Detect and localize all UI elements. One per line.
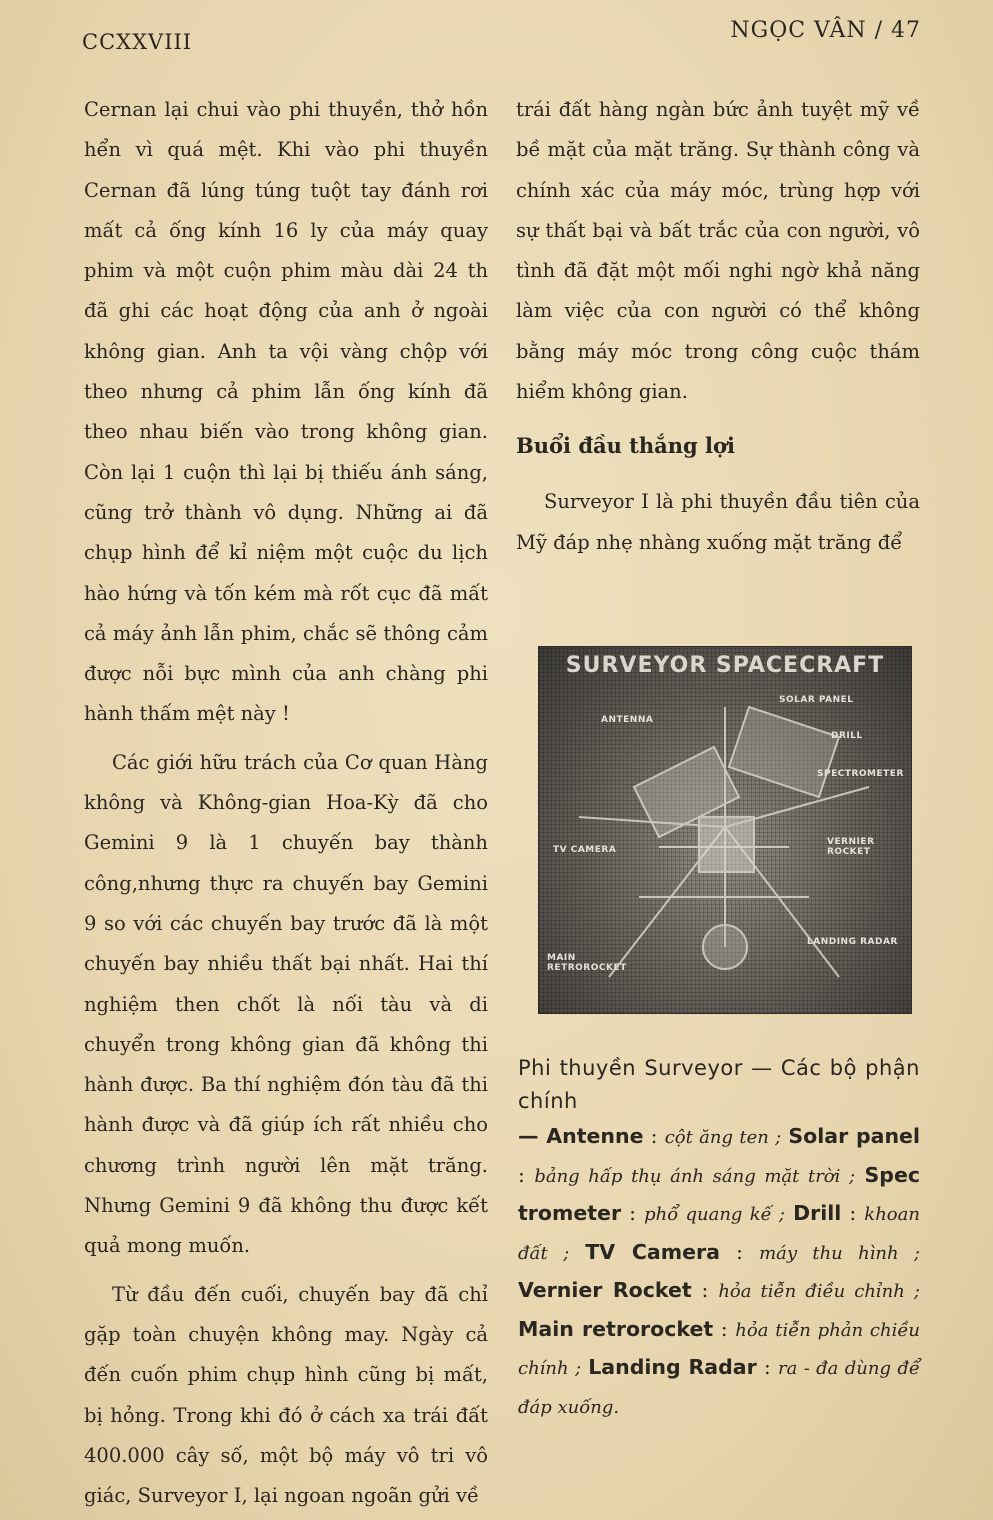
caption-term: Landing Radar (588, 1355, 757, 1379)
caption-definition: hỏa tiễn phản chiều chính ; (518, 1319, 920, 1379)
paragraph: trái đất hàng ngàn bức ảnh tuyệt mỹ về bề mặt của mặt trăng. Sự thành công và chính xác của máy móc, trùng hợp với sự thất bại và bất trắc của con người, vô tình đã đặt một mối nghi ngờ khả năng làm việc của con người có thể không bằng máy móc trong công cuộc thám hiểm không gian. (516, 98, 920, 404)
left-column (84, 90, 488, 1516)
figure-label-spectrometer: SPECTROMETER (817, 769, 904, 779)
caption-definition: cột ăng ten ; (664, 1127, 782, 1148)
paragraph: Cernan lại chui vào phi thuyền, thở hồn hển vì quá mệt. Khi vào phi thuyền Cernan đã lúng túng tuột tay đánh rơi mất cả ống kính 16 ly của máy quay phim và một cuộn phim màu dài 24 th đã ghi các hoạt động của anh ở ngoài không gian. Anh ta vội vàng chộp với theo nhưng cả phim lẫn ống kính đã theo nhau biến vào trong không gian. Còn lại 1 cuộn thì lại bị thiếu ánh sáng, cũng trở thành vô dụng. Những ai đã chụp hình để kỉ niệm một cuộc du lịch hào hứng và tốn kém mà rốt cục đã mất cả máy ảnh lẫn phim, chắc sẽ thông cảm được nỗi bực mình của anh chàng phi hành thấm mệt này ! (84, 98, 488, 726)
figure-label-drill: DRILL (831, 731, 863, 741)
surveyor-spacecraft-photo (538, 646, 912, 1014)
paragraph: Từ đầu đến cuối, chuyến bay đã chỉ gặp toàn chuyện không may. Ngày cả đến cuốn phim chụp hình cũng bị mất, bị hỏng. Trong khi đó ở cách xa trái đất 400.000 cây số, một bộ máy vô tri vô giác, Surveyor I, lại ngoan ngoãn gửi về (84, 1282, 488, 1508)
running-header: NGỌC VÂN / 47 (730, 18, 921, 43)
paragraph: Surveyor I là phi thuyền đầu tiên của Mỹ đáp nhẹ nhàng xuống mặt trăng để (516, 490, 920, 554)
caption-term: Spec trometer (518, 1162, 920, 1225)
caption-title: Phi thuyền Surveyor — Các bộ phận chính (518, 1056, 920, 1113)
figure-label-antenna: ANTENNA (601, 715, 654, 725)
chapter-number: CCXXVIII (82, 30, 193, 54)
figure-caption: Phi thuyền Surveyor — Các bộ phận chính — Antenne : cột ăng ten ; Solar panel : bảng hấp thụ ánh sáng mặt trời ; Spec trometer : phổ quang kế ; Drill : khoan đất ; TV Camera : máy thu hình ; Vernier Rocket : hỏa tiễn điều chỉnh ; Main retrorocket : hỏa tiễn phản chiều chính ; Landing Radar : ra - đa dùng để đáp xuống. (518, 1052, 920, 1426)
figure-label-tv-camera: TV CAMERA (553, 845, 617, 855)
caption-definition: ra - đa dùng để đáp xuống. (518, 1358, 920, 1418)
caption-definition: khoan đất ; (518, 1204, 920, 1264)
caption-definition: bảng hấp thụ ánh sáng mặt trời ; (534, 1165, 856, 1187)
caption-term: Main retrorocket (518, 1316, 714, 1341)
figure-label-main-retrorocket: MAIN RETROROCKET (547, 953, 627, 973)
paragraph: Các giới hữu trách của Cơ quan Hàng không và Không-gian Hoa-Kỳ đã cho Gemini 9 là 1 chuyến bay thành công,nhưng thực ra chuyến bay Gemini 9 so với các chuyến bay trước đã là một chuyến bay nhiều thất bại nhất. Hai thí nghiệm then chốt là nối tàu và di chuyển trong không gian đã không thi hành được. Ba thí nghiệm đón tàu đã thi hành được và đã giúp ích rất nhiều cho chương trình người lên mặt trăng. Nhưng Gemini 9 đã không thu được kết quả mong muốn. (84, 750, 488, 1258)
caption-term: Vernier Rocket (518, 1278, 692, 1302)
figure-label-vernier-rocket: VERNIER ROCKET (827, 837, 875, 857)
caption-definition: phổ quang kế ; (644, 1204, 785, 1225)
figure-title: SURVEYOR SPACECRAFT (565, 653, 885, 678)
figure-label-landing-radar: LANDING RADAR (807, 937, 898, 947)
caption-definition: hỏa tiễn điều chỉnh ; (718, 1281, 920, 1302)
caption-term: — Antenne (518, 1124, 644, 1148)
caption-term: Drill (793, 1201, 842, 1225)
figure-label-solar-panel: SOLAR PANEL (779, 695, 854, 705)
right-column (516, 90, 920, 563)
section-heading: Buổi đầu thắng lợi (516, 433, 735, 459)
caption-term: Solar panel (788, 1124, 920, 1148)
caption-term: TV Camera (585, 1239, 720, 1264)
caption-definition: máy thu hình ; (759, 1242, 920, 1264)
